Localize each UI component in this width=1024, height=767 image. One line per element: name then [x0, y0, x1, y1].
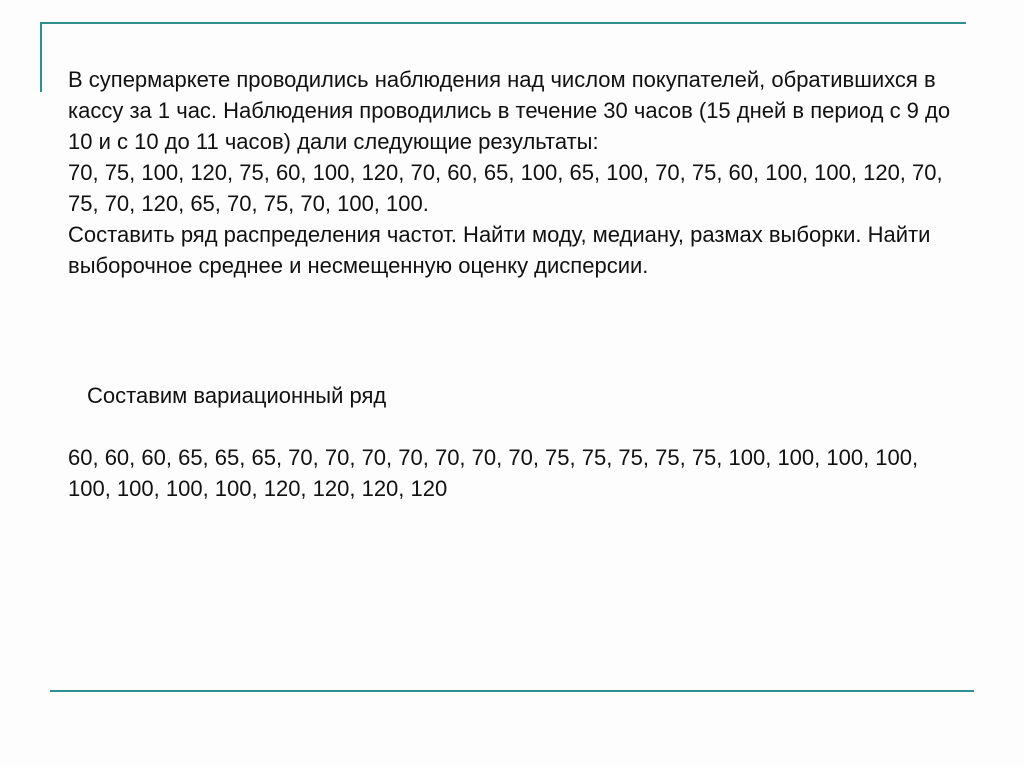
- variation-series: 60, 60, 60, 65, 65, 65, 70, 70, 70, 70, 70, 70, 70, 75, 75, 75, 75, 75, 100, 100, 100, 100, 100, 100, 100, 100, 120, 120, 120, 120: [68, 445, 919, 501]
- slide-frame-left-line: [40, 22, 42, 92]
- problem-intro: В супермаркете проводились наблюдения над числом покупателей, обратившихся в кассу за 1 час. Наблюдения проводились в течение 30 часов (15 дней в период с 9 до 10 и с 10 до 11 часов) дали следующие результаты:: [68, 67, 951, 154]
- slide-frame-bottom-line: [50, 690, 974, 692]
- problem-statement: [68, 64, 958, 281]
- problem-task: Составить ряд распределения частот. Найти моду, медиану, размах выборки. Найти выборочное среднее и несмещенную оценку дисперсии.: [68, 222, 931, 278]
- variation-series-heading: Составим вариационный ряд: [87, 383, 387, 408]
- slide-frame-top-line: [40, 22, 966, 24]
- observations-list: 70, 75, 100, 120, 75, 60, 100, 120, 70, 60, 65, 100, 65, 100, 70, 75, 60, 100, 100, 120, 70, 75, 70, 120, 65, 70, 75, 70, 100, 100.: [68, 160, 943, 216]
